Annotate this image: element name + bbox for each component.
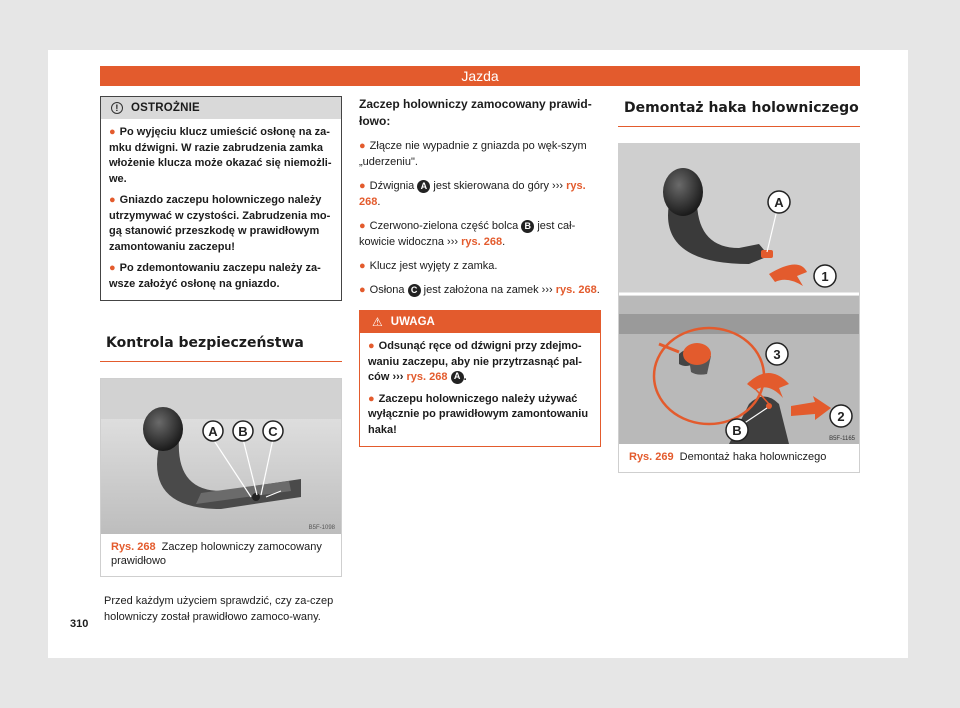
caution-header <box>101 97 341 119</box>
caution-item: ● Po wyjęciu klucz umieścić osłonę na za-mku dźwigni. W razie zabrudzenia zamka włożenie klucza może okazać się niemożli-we. <box>109 126 332 185</box>
marker-b-label: B <box>732 423 742 438</box>
badge-c: C <box>408 284 421 297</box>
tow-hook-removal-illustration <box>619 144 859 444</box>
column-right <box>618 96 860 473</box>
figure-link[interactable]: rys. 268 <box>359 180 586 208</box>
bullet-icon: ● <box>109 126 116 138</box>
figure-label: Rys. 268 <box>111 541 156 553</box>
bullet-icon: ● <box>359 220 366 232</box>
section-title-safety-check: Kontrola bezpieczeństwa <box>100 335 342 362</box>
checklist-heading: Zaczep holowniczy zamocowany prawid-łowo: <box>359 97 592 128</box>
bullet-icon: ● <box>359 180 366 192</box>
checklist-item: ● Osłona C jest założona na zamek ››› rys. 268. <box>359 284 600 296</box>
marker-a-label: A <box>208 424 218 439</box>
bullet-icon: ● <box>359 260 366 272</box>
figure-caption-text: Demontaż haka holowniczego <box>679 451 827 463</box>
info-circle-icon: ! <box>111 102 123 114</box>
warning-box <box>359 310 601 447</box>
checklist-item: ● Złącze nie wypadnie z gniazda po węk-szym „uderzeniu". <box>359 140 587 168</box>
figure-caption <box>619 444 859 472</box>
intro-paragraph: Przed każdym użyciem sprawdzić, czy za-czep holowniczy został prawidłowo zamoco-wany. <box>104 595 334 623</box>
bullet-icon: ● <box>359 140 366 152</box>
figure-caption-text: Zaczep holowniczy zamocowany prawidłowo <box>111 541 322 567</box>
checklist-item: ● Klucz jest wyjęty z zamka. <box>359 260 498 272</box>
tow-hook-mounted-illustration <box>101 379 341 534</box>
marker-c-label: C <box>268 424 278 439</box>
warning-header <box>360 311 600 333</box>
caution-title: OSTROŻNIE <box>131 102 200 114</box>
marker-3 <box>766 343 788 365</box>
marker-b-label: B <box>238 424 248 439</box>
page-number: 310 <box>70 618 89 630</box>
figure-code: B5F-1165 <box>829 436 855 442</box>
caution-item: ● Gniazdo zaczepu holowniczego należy utrzymywać w czystości. Zabrudzenia mo-gą stanowić przeszkodę w prawidłowym zamontowaniu zaczepu! <box>109 194 331 253</box>
figure-code: B5F-1098 <box>308 525 335 531</box>
column-left <box>100 96 342 625</box>
marker-2 <box>830 405 852 427</box>
marker-a-label: A <box>774 195 784 210</box>
figure-link[interactable]: rys. 268 <box>555 284 597 296</box>
marker-1 <box>814 265 836 287</box>
warning-title: UWAGA <box>390 316 435 328</box>
badge-b: B <box>521 220 534 233</box>
badge-a: A <box>417 180 430 193</box>
checklist-item: ● Dźwignia A jest skierowana do góry ››› rys. 268. <box>359 180 586 208</box>
bullet-icon: ● <box>109 194 116 206</box>
figure-link[interactable]: rys. 268 <box>461 236 503 248</box>
marker-1-label: 1 <box>821 269 829 284</box>
badge-a: A <box>451 371 464 384</box>
figure-link[interactable]: rys. 268 <box>406 371 448 383</box>
figure-label: Rys. 269 <box>629 451 674 463</box>
bullet-icon: ● <box>368 392 375 405</box>
figure-269 <box>618 143 860 473</box>
warning-item: ● Zaczepu holowniczego należy używać wyłącznie po prawidłowym zamontowaniu haka! <box>368 392 589 436</box>
column-middle <box>359 96 601 447</box>
bullet-icon: ● <box>109 262 116 274</box>
checklist-item: ● Czerwono-zielona część bolca B jest cał-kowicie widoczna ››› rys. 268. <box>359 220 576 248</box>
figure-268 <box>100 378 342 577</box>
section-title-removal: Demontaż haka holowniczego <box>618 100 860 127</box>
warning-triangle-icon: ⚠ <box>372 315 383 329</box>
chapter-header: Jazda <box>100 66 860 86</box>
warning-item: ● Odsunąć ręce od dźwigni przy zdejmo-waniu zaczepu, aby nie przytrzasnąć pal-ców ››› rys. 268 A . <box>368 340 582 383</box>
figure-caption <box>101 534 341 576</box>
bullet-icon: ● <box>359 284 366 296</box>
bullet-icon: ● <box>368 340 375 352</box>
marker-2-label: 2 <box>837 409 845 424</box>
caution-box <box>100 96 342 301</box>
marker-3-label: 3 <box>773 347 781 362</box>
caution-item: ● Po zdemontowaniu zaczepu należy za-wsze założyć osłonę na gniazdo. <box>109 262 321 290</box>
